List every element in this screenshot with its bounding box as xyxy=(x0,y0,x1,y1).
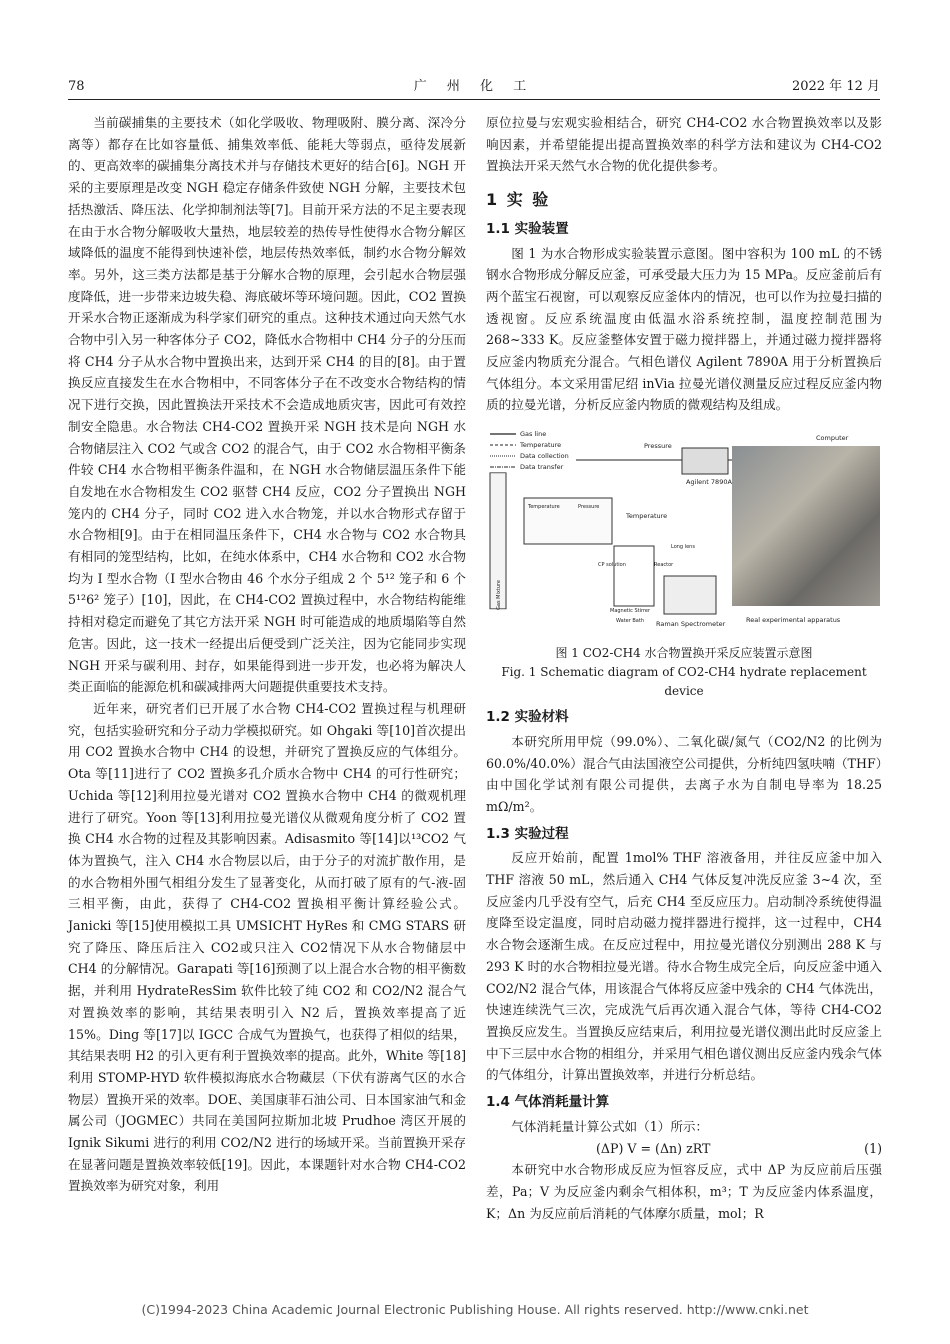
page-number: 78 xyxy=(68,79,85,94)
subsection-heading: 1.3 实验过程 xyxy=(486,825,569,842)
body-paragraph: 原位拉曼与宏观实验相结合，研究 CH4-CO2 水合物置换效率以及影响因素，并希望能提出提高置换效率的科学方法和建议为 CH4-CO2 置换法开采天然气水合物的优化提供参考。 xyxy=(486,115,882,174)
figure-caption-en: Fig. 1 Schematic diagram of CO2-CH4 hydrate replacement device xyxy=(501,665,867,699)
equation-text: (ΔP) V = (Δn) zRT xyxy=(596,1140,711,1156)
water-bath-label: Water Bath xyxy=(616,618,644,625)
body-paragraph: 当前碳捕集的主要技术（如化学吸收、物理吸附、膜分离、深冷分离等）都存在比如容量低、捕集效率低、能耗大等弱点，亟待发展新的、更高效率的碳捕集分离技术并与存储技术更好的结合[6]。NGH 开采的主要原理是改变 NGH 稳定存储条件致使 NGH 分解，主要技术包括热激活、降压法、化学抑制剂法等[7]。目前开采方法的不足主要表现在由于水合物分解吸收大量热，地层较差的热传导性使得水合物分解区域降低的温度不能得到快速补偿，地层传热效率低，制约水合物分解效率。另外，这三类方法都是基于分解水合物的原理，会引起水合物层强度降低，进一步带来边坡失稳、海底破坏等环境问题。因此，CO2 置换开采水合物正逐渐成为科学家们研究的重点。这种技术通过向天然气水合物中引入另一种客体分子 CO2，降低水合物相中 CH4 分子的分压而将 CH4 分子从水合物中置换出来，达到开采 CH4 的目的[8]。由于置换反应直接发生在水合物相中，不同客体分子在不改变水合物结构的情况下进行交换，因此置换法开采技术不会造成地质灾害，因此可有效控制安全隐患。水合物法 CH4-CO2 置换开采 NGH 技术是向 NGH 水合物储层注入 CO2 气或含 CO2 的混合气，由于 CO2 水合物相平衡条件较 CH4 水合物相平衡条件温和，在 NGH 水合物储层温压条件下能自发地在水合物相发生 CO2 驱替 CH4 反应，CO2 分子置换出 NGH 笼内的 CH4 分子，同时 CO2 进入水合物笼，并以水合物形式存留于水合物相[9]。由于在相同温压条件下，CH4 水合物与 CO2 水合物具有相同的笼型结构，比如，在纯水体系中，CH4 水合物和 CO2 水合物均为 I 型水合物（I 型水合物由 46 个水分子组成 2 个 5¹² 笼子和 6 个 5¹²6² 笼子）[10]，因此，在 CH4-CO2 置换过程中，水合物结构能维持相对稳定而避免了其它方法开采 NGH 时可能造成的地质塌陷等自然危害。因此，这一技术一经提出后便受到广泛关注，因为它能同步实现 NGH 开采与碳利用、封存，如果能得到进一步开发，也必将为解决人类正面临的能源危机和碳减排两大问题提供重要技术支持。 xyxy=(68,115,466,695)
box-temperature: Temperature xyxy=(528,504,560,511)
legend-data-collection: Data collection xyxy=(520,452,569,461)
body-paragraph: 图 1 为水合物形成实验装置示意图。图中容积为 100 mL 的不锈钢水合物形成分解反应釜，可承受最大压力为 15 MPa。反应釜前后有两个蓝宝石视窗，可以观察反应釜体内的情况，也可以作为拉曼扫描的透视窗。反应系统温度由低温水浴系统控制，温度控制范围为 268~333 K。反应釜整体安置于磁力搅拌器上，并通过磁力搅拌器将反应釜内物质充分混合。气相色谱仪 Agilent 7890A 用于分析置换后气体组分。本文采用雷尼绍 inVia 拉曼光谱仪测量反应过程反应釜内物质的拉曼光谱，分析反应釜内物质的微观结构及组成。 xyxy=(486,245,882,413)
figure-1 xyxy=(486,426,882,640)
equation-number: (1) xyxy=(864,1140,882,1156)
gas-mixture-label: Gas Mixture xyxy=(496,580,502,611)
legend-data-transfer: Data transfer xyxy=(520,463,564,472)
body-paragraph: 反应开始前，配置 1mol% THF 溶液备用，并往反应釜中加入 THF 溶液 50 mL，然后通入 CH4 气体反复冲洗反应釜 3~4 次，至反应釜内几乎没有空气，后充 CH4 至反应压力。启动制冷系统使得温度降至设定温度，同时启动磁力搅拌器进行搅拌，这一过程中，CH4 水合物会逐渐生成。在反应过程中，用拉曼光谱仪分别测出 288 K 与 293 K 时的水合物相拉曼光谱。待水合物生成完全后，向反应釜中通入 CO2/N2 混合气体，用该混合气体将反应釜中残余的 CH4 气体洗出，快速连续洗气三次，完成洗气后再次通入混合气体，等待 CH4-CO2 置换反应发生。当置换反应结束后，利用拉曼光谱仪测出此时反应釜上中下三层中水合物的相组分，并采用气相色谱仪测出反应釜内残余气体的气体组分，计算出置换效率，并进行分析总结。 xyxy=(486,850,882,1083)
long-lens-label: Long lens xyxy=(671,544,695,551)
copyright-footer: (C)1994-2023 China Academic Journal Electronic Publishing House. All rights reserved. http://www.cnki.net xyxy=(141,1302,809,1317)
header-rule xyxy=(68,99,880,100)
body-paragraph: 气体消耗量计算公式如（1）所示： xyxy=(511,1118,709,1134)
apparatus-photo xyxy=(732,446,880,606)
journal-name: 广 州 化 工 xyxy=(413,79,535,94)
agilent-label: Agilent 7890A xyxy=(686,478,732,487)
subsection-heading: 1.1 实验装置 xyxy=(486,220,569,237)
body-paragraph: 本研究中水合物形成反应为恒容反应，式中 ΔP 为反应前后压强差，Pa；V 为反应釜内剩余气相体积，m³；T 为反应釜内体系温度，K；Δn 为反应前后消耗的气体摩尔质量，mol；R xyxy=(486,1162,882,1221)
legend-gas-line: Gas line xyxy=(520,430,547,439)
legend-temperature: Temperature xyxy=(520,441,562,450)
body-paragraph: 近年来，研究者们已开展了水合物 CH4-CO2 置换过程与机理研究，包括实验研究和分子动力学模拟研究。如 Ohgaki 等[10]首次提出用 CO2 置换水合物中 CH4 的设想，并研究了置换反应的气体组分。Ota 等[11]进行了 CO2 置换多孔介质水合物中 CH4 的可行性研究；Uchida 等[12]利用拉曼光谱对 CO2 置换水合物中 CH4 的微观机理进行了研究。Yoon 等[13]利用拉曼光谱仪从微观角度分析了 CO2 置换 CH4 水合物的过程及其影响因素。Adisasmito 等[14]以¹³CO2 气体为置换气，注入 CH4 水合物层以后，由于分子的对流扩散作用，是的水合物相外围气相组分发生了显著变化，从而打破了原有的气-液-固三相平衡，由此，获得了 CH4-CO2 置换相平衡计算经验公式。Janicki 等[15]使用模拟工具 UMSICHT HyRes 和 CMG STARS 研究了降压、降压后注入 CO2或只注入 CO2情况下从水合物储层中 CH4 的分解情况。Garapati 等[16]预测了以上混合水合物的相平衡数据，并利用 HydrateResSim 软件比较了纯 CO2 和 CO2/N2 混合气对置换效率的影响，其结果表明引入 N2 后，置换效率提高了近 15%。Ding 等[17]以 IGCC 合成气为置换气，也获得了相似的结果，其结果表明 H2 的引入更有利于置换效率的提高。此外，White 等[18]利用 STOMP-HYD 软件模拟海底水合物藏层（下伏有游离气区的水合物层）置换开采的效率。DOE、美国康菲石油公司、日本国家油气和金属公司（JOGMEC）共同在美国阿拉斯加北坡 Prudhoe 湾区开展的 Ignik Sikumi 进行的利用 CO2/N2 进行的场域开采。当前置换开采存在显著问题是置换效率较低[19]。因此，本课题针对水合物 CH4-CO2 置换效率为研究对象，利用 xyxy=(68,700,466,1194)
pressure-label: Pressure xyxy=(644,442,672,451)
reactor-label: Reactor xyxy=(654,562,674,569)
section-heading: 1 实 验 xyxy=(486,190,551,210)
figure-caption-cn: 图 1 CO2-CH4 水合物置换开采反应装置示意图 xyxy=(555,646,813,661)
stirrer-label: Magnetic Stirrer xyxy=(610,608,651,615)
equation-1 xyxy=(486,1138,882,1160)
box-pressure: Pressure xyxy=(578,504,600,511)
body-paragraph: 本研究所用甲烷（99.0%）、二氧化碳/氮气（CO2/N2 的比例为 60.0%/40.0%）混合气由法国液空公司提供，分析纯四氢呋喃（THF）由中国化学试剂有限公司提供，去离子水为自制电导率为 18.25 mΩ/m²。 xyxy=(486,733,882,814)
running-header xyxy=(68,76,880,98)
temperature-label: Temperature xyxy=(626,512,668,521)
left-column xyxy=(68,112,466,1197)
cp-label: CP solution xyxy=(598,562,626,569)
right-column xyxy=(486,112,882,1224)
issue-date: 2022 年 12 月 xyxy=(791,79,880,94)
subsection-heading: 1.4 气体消耗量计算 xyxy=(486,1094,610,1111)
real-apparatus-label: Real experimental apparatus xyxy=(746,616,841,625)
subsection-heading: 1.2 实验材料 xyxy=(486,709,569,726)
raman-label: Raman Spectrometer xyxy=(656,620,726,629)
computer-label: Computer xyxy=(816,434,849,443)
